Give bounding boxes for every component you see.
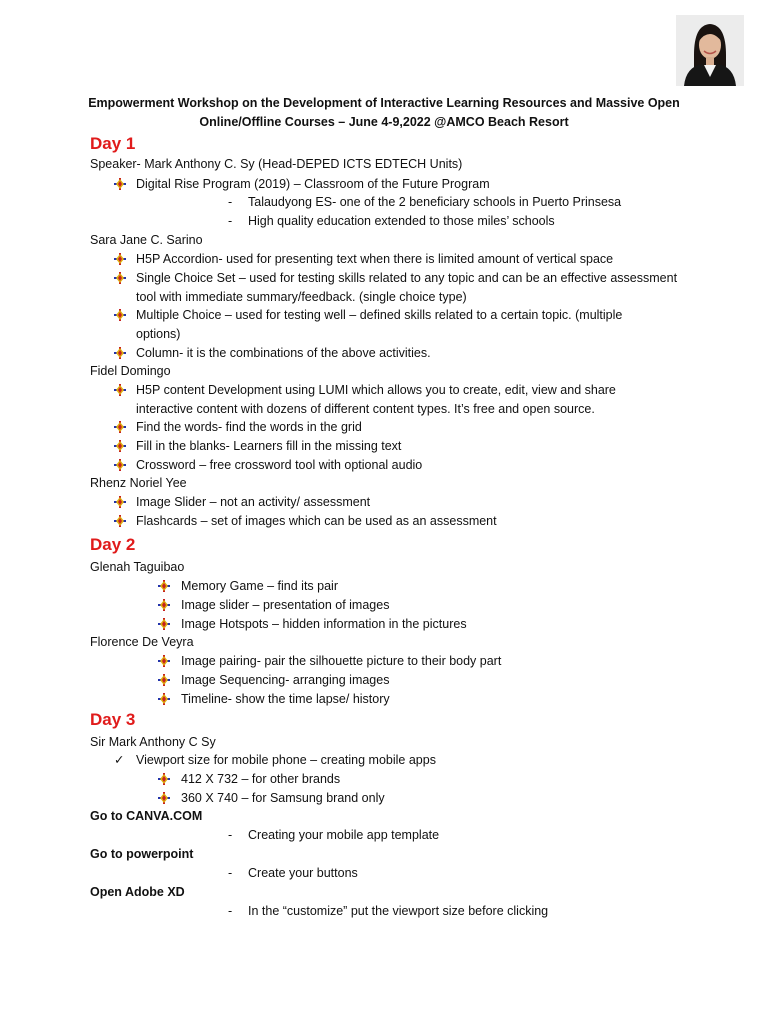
day-2-heading: Day 2 bbox=[90, 535, 136, 554]
arrow-bullet-icon bbox=[114, 496, 126, 508]
list-item: Image Slider – not an activity/ assessment bbox=[136, 495, 371, 509]
speaker-name: Sara Jane C. Sarino bbox=[90, 233, 203, 247]
list-item: Image Hotspots – hidden information in the pictures bbox=[181, 617, 467, 631]
document-title bbox=[80, 94, 688, 132]
list-item: Find the words- find the words in the grid bbox=[136, 420, 362, 434]
arrow-bullet-icon bbox=[158, 674, 170, 686]
arrow-bullet-icon bbox=[114, 440, 126, 452]
day-1-heading: Day 1 bbox=[90, 134, 136, 153]
list-item: Image slider – presentation of images bbox=[181, 598, 390, 612]
check-mark-icon: ✓ bbox=[114, 753, 125, 767]
arrow-bullet-icon bbox=[158, 618, 170, 630]
arrow-bullet-icon bbox=[158, 693, 170, 705]
list-item: Viewport size for mobile phone – creating mobile apps bbox=[136, 753, 436, 767]
list-item: High quality education extended to those miles’ schools bbox=[248, 214, 555, 228]
list-item: Column- it is the combinations of the above activities. bbox=[136, 346, 431, 360]
arrow-bullet-icon bbox=[114, 515, 126, 527]
speaker-name: Sir Mark Anthony C Sy bbox=[90, 735, 216, 749]
arrow-bullet-icon bbox=[158, 580, 170, 592]
speaker-name: Speaker- Mark Anthony C. Sy (Head-DEPED ICTS EDTECH Units) bbox=[90, 157, 463, 171]
day-3-heading: Day 3 bbox=[90, 710, 136, 729]
step-heading: Go to powerpoint bbox=[90, 847, 194, 861]
list-item: Fill in the blanks- Learners fill in the missing text bbox=[136, 439, 402, 453]
list-item: Create your buttons bbox=[248, 866, 358, 880]
arrow-bullet-icon bbox=[114, 309, 126, 321]
arrow-bullet-icon bbox=[158, 773, 170, 785]
arrow-bullet-icon bbox=[158, 792, 170, 804]
list-item: Timeline- show the time lapse/ history bbox=[181, 692, 390, 706]
dash-marker: - bbox=[228, 214, 233, 228]
list-item: H5P content Development using LUMI which allows you to create, edit, view and share bbox=[136, 383, 616, 397]
list-item: In the “customize” put the viewport size before clicking bbox=[248, 904, 549, 918]
arrow-bullet-icon bbox=[114, 253, 126, 265]
dash-marker: - bbox=[228, 195, 233, 209]
portrait-photo bbox=[676, 15, 744, 86]
list-item: 412 X 732 – for other brands bbox=[181, 772, 341, 786]
list-item: Crossword – free crossword tool with optional audio bbox=[136, 458, 423, 472]
list-item-continuation: interactive content with dozens of different content types. It’s free and open source. bbox=[136, 402, 595, 416]
arrow-bullet-icon bbox=[114, 421, 126, 433]
speaker-name: Florence De Veyra bbox=[90, 635, 194, 649]
list-item: Single Choice Set – used for testing skills related to any topic and can be an effective assessment bbox=[136, 271, 678, 285]
list-item: Talaudyong ES- one of the 2 beneficiary schools in Puerto Prinsesa bbox=[248, 195, 622, 209]
list-item-continuation: options) bbox=[136, 327, 181, 341]
list-item: H5P Accordion- used for presenting text when there is limited amount of vertical space bbox=[136, 252, 614, 266]
list-item: Image Sequencing- arranging images bbox=[181, 673, 390, 687]
title-line-1: Empowerment Workshop on the Development of Interactive Learning Resources and Massive Open bbox=[88, 96, 680, 110]
arrow-bullet-icon bbox=[114, 272, 126, 284]
arrow-bullet-icon bbox=[114, 347, 126, 359]
arrow-bullet-icon bbox=[158, 655, 170, 667]
arrow-bullet-icon bbox=[114, 178, 126, 190]
arrow-bullet-icon bbox=[158, 599, 170, 611]
arrow-bullet-icon bbox=[114, 459, 126, 471]
list-item: Image pairing- pair the silhouette picture to their body part bbox=[181, 654, 502, 668]
step-heading: Go to CANVA.COM bbox=[90, 809, 203, 823]
speaker-name: Rhenz Noriel Yee bbox=[90, 476, 187, 490]
list-item: Digital Rise Program (2019) – Classroom of the Future Program bbox=[136, 177, 490, 191]
dash-marker: - bbox=[228, 828, 233, 842]
speaker-name: Glenah Taguibao bbox=[90, 560, 185, 574]
title-line-2: Online/Offline Courses – June 4-9,2022 @AMCO Beach Resort bbox=[199, 115, 569, 129]
speaker-name: Fidel Domingo bbox=[90, 364, 171, 378]
list-item: Multiple Choice – used for testing well – defined skills related to a certain topic. (multiple bbox=[136, 308, 623, 322]
list-item: Flashcards – set of images which can be used as an assessment bbox=[136, 514, 497, 528]
dash-marker: - bbox=[228, 866, 233, 880]
step-heading: Open Adobe XD bbox=[90, 885, 185, 899]
arrow-bullet-icon bbox=[114, 384, 126, 396]
list-item: 360 X 740 – for Samsung brand only bbox=[181, 791, 385, 805]
list-item-continuation: tool with immediate summary/feedback. (single choice type) bbox=[136, 290, 467, 304]
list-item: Memory Game – find its pair bbox=[181, 579, 338, 593]
list-item: Creating your mobile app template bbox=[248, 828, 440, 842]
dash-marker: - bbox=[228, 904, 233, 918]
